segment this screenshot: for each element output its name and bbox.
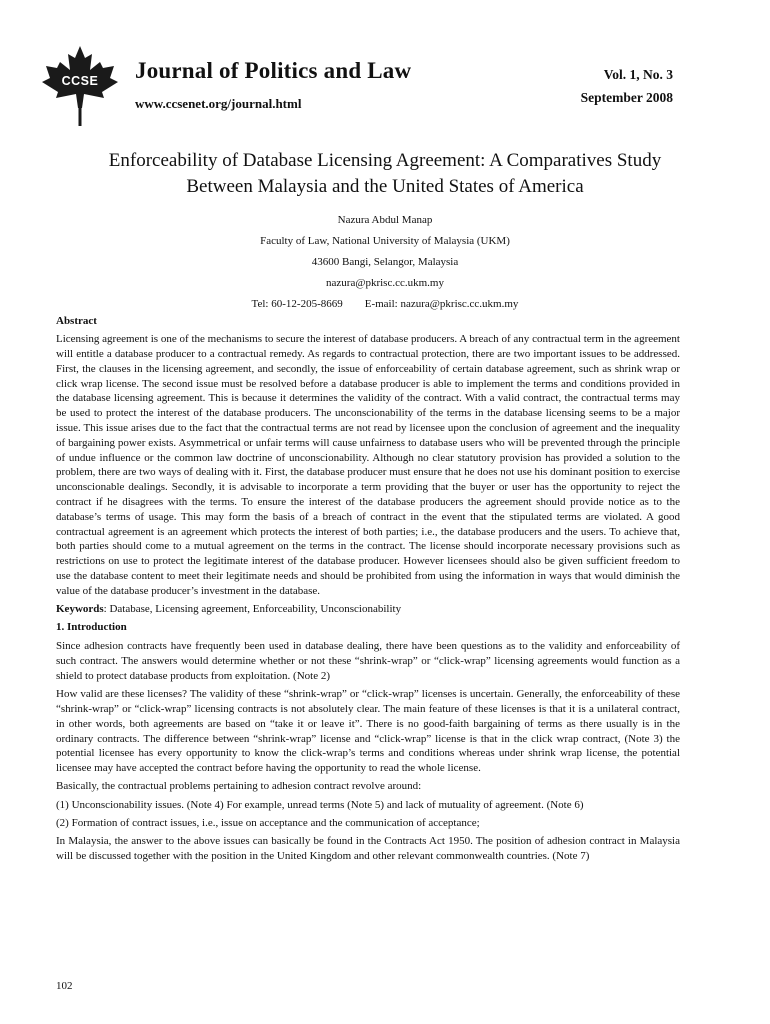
abstract-heading: Abstract (56, 315, 97, 327)
author-address: 43600 Bangi, Selangor, Malaysia (311, 256, 459, 268)
intro-paragraph: Basically, the contractual problems pertaining to adhesion contract revolve around: (56, 780, 422, 793)
author-telephone: Tel: 60-12-205-8669 (251, 298, 343, 310)
keywords (56, 602, 680, 617)
page-header (0, 0, 770, 140)
article-title-line-1: Enforceability of Database Licensing Agreement: A Comparatives Study (108, 150, 662, 171)
intro-paragraph: Since adhesion contracts have frequently been used in database dealing, there have been questions as to the validity and enforceability of such contract. The answers would determine whether or not these “shrink-wrap” or “click-wrap” licensing agreements would function as a shield to protect database products from exploitation. (Note 2) (56, 640, 680, 682)
article-title-line-2: Between Malaysia and the United States of America (186, 176, 584, 197)
abstract-text: Licensing agreement is one of the mechanisms to secure the interest of database producers. A breach of any contractual term in the agreement will entitle a database producer to a contractual remedy. As regards to contractual protection, there are two important issues to be addressed. First, the clauses in the licensing agreement, and secondly, the issue of enforceability of certain database agreement, such as shrink wrap or click wrap license. The second issue must be resolved before a database producer is able to implement the terms and conditions provided in the database licensing agreement. This is because it determines the validity of the contract. With a valid contract, the contractual terms may be used to protect the interest of the database producers. The unconscionability of the terms in the database licensing seems to be a major issue. This issue arises due to the fact that the contractual terms are not read by licensee upon the conclusion of agreement and the inequality of bargaining power exists. Asymmetrical or unfair terms will cause unfairness to database users who will be prevented through the principle of undue influence or the common law doctrine of unconscionability. Although no clear statutory provision has provided a solution to the problem, there are two ways of dealing with it. First, the database producer must ensure that he does not use his dominant position to exercise unconscionable dealings. Secondly, it is advisable to incorporate a term providing that the buyer or user has the opportunity to reject the contract if he disagrees with the terms. To ensure the interest of the database producers the agreement should provide notice as to the database’s terms of usage. This may form the basis of a breach of contract in the event that the stipulated terms are violated. A good contractual agreement is an agreement which protects the interest of both parties; i.e., the database producers and the users. To achieve that, both parties should come to a mutual agreement on the terms in the contract. The license should incorporate necessary provisions such as restrictions on use to protect the legitimate interest of the database producer. However licensees should also be given sufficient freedom to use the database content to meet their legitimate needs and should be prohibited from using the information in ways that would diminish the value of the database producer’s investment in the database. (56, 333, 680, 597)
author-name: Nazura Abdul Manap (337, 214, 433, 226)
keywords-label: Keywords (56, 603, 104, 616)
author-contact-email[interactable]: E-mail: nazura@pkrisc.cc.ukm.my (364, 298, 519, 310)
author-email-link[interactable]: nazura@pkrisc.cc.ukm.my (326, 277, 444, 289)
intro-paragraph: How valid are these licenses? The validity of these “shrink-wrap” or “click-wrap” licenses is uncertain. Generally, the enforceability of these “shrink-wrap” or “click-wrap” licensing contracts is not absolutely clear. The main feature of these licenses is that it is a unilateral contract, in other words, both agreements are based on “take it or leave it”. There is no good-faith bargaining of terms as there usually is in the ordinary contracts. The difference between “shrink-wrap” license and “click-wrap” license is that in the click wrap contract, (Note 3) the potential licensee has every opportunity to know the click-wrap’s terms and conditions whereas under shrink wrap license, the potential licensee may have accepted the contract before having the opportunity to read the whole license. (56, 688, 680, 775)
maple-leaf-logo-icon (40, 44, 120, 126)
issue-date: September 2008 (580, 90, 673, 105)
author-affiliation: Faculty of Law, National University of Malaysia (UKM) (260, 235, 510, 247)
introduction-heading: 1. Introduction (56, 621, 127, 634)
page-number: 102 (56, 980, 73, 992)
article-title (40, 148, 730, 200)
article-body (56, 314, 680, 867)
logo-text: CCSE (61, 74, 99, 88)
keywords-text: : Database, Licensing agreement, Enforceability, Unconscionability (103, 603, 402, 616)
volume-issue: Vol. 1, No. 3 (603, 67, 673, 82)
intro-paragraph: In Malaysia, the answer to the above issues can basically be found in the Contracts Act 1950. The position of adhesion contract in Malaysia will be discussed together with the position in the United Kingdom and other relevant commonwealth countries. (Note 7) (56, 835, 680, 863)
author-block (40, 210, 730, 315)
journal-url-link[interactable]: www.ccsenet.org/journal.html (135, 96, 302, 111)
intro-list-item: (1) Unconscionability issues. (Note 4) For example, unread terms (Note 5) and lack of mutuality of agreement. (Note 6) (56, 798, 584, 811)
intro-list-item: (2) Formation of contract issues, i.e., issue on acceptance and the communication of acceptance; (56, 817, 480, 829)
journal-title: Journal of Politics and Law (135, 58, 412, 83)
author-contact (40, 294, 730, 315)
